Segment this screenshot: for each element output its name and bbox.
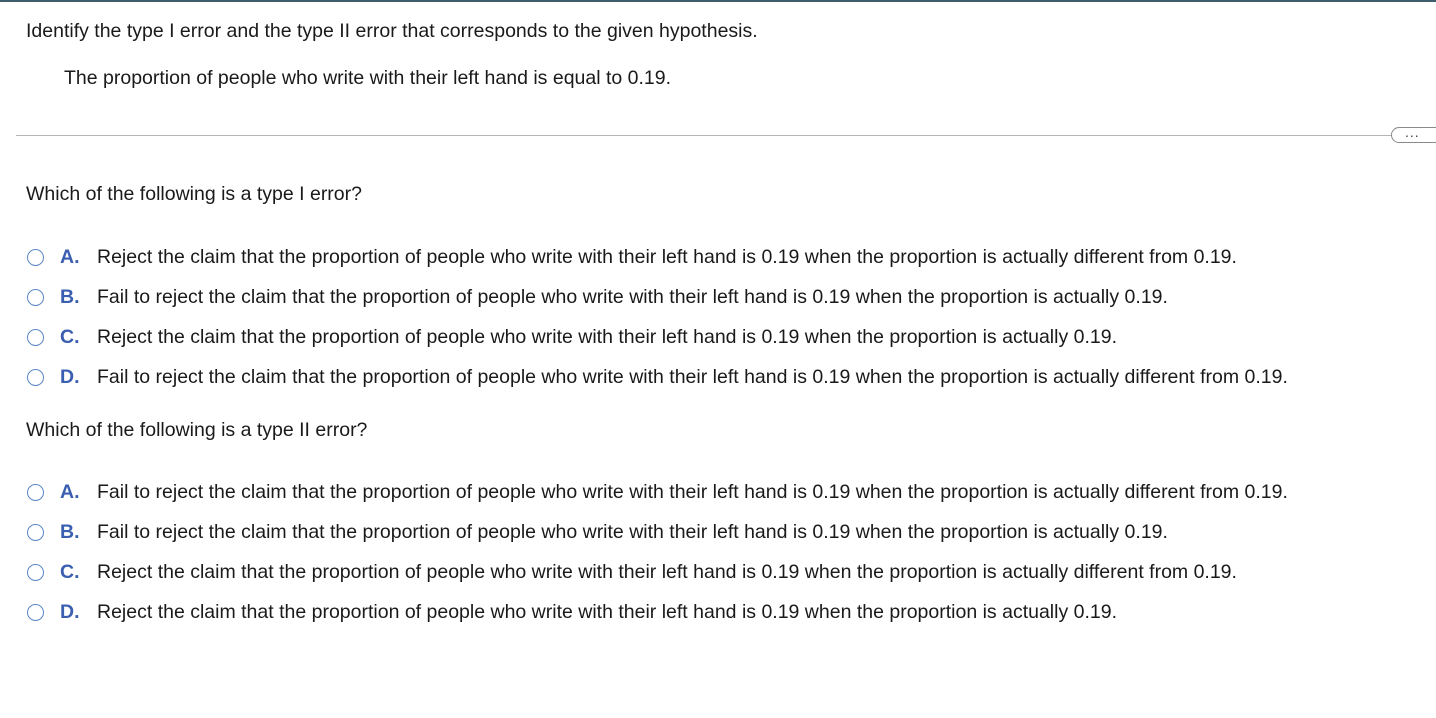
- option-letter: C.: [60, 325, 80, 348]
- option-text: Fail to reject the claim that the proportion of people who write with their left hand is 0.19 when the proportion is actually different from 0.19.: [97, 365, 1288, 388]
- hypothesis-text: The proportion of people who write with their left hand is equal to 0.19.: [64, 67, 672, 89]
- q2-option-d[interactable]: [27, 599, 1117, 625]
- q1-option-d[interactable]: [27, 364, 1288, 390]
- ellipsis-icon: ...: [1405, 124, 1420, 140]
- option-letter: C.: [60, 560, 80, 583]
- instructions-text: Identify the type I error and the type II error that corresponds to the given hypothesis.: [26, 20, 758, 42]
- option-letter: A.: [60, 245, 80, 268]
- radio-button[interactable]: [27, 524, 44, 541]
- radio-button[interactable]: [27, 289, 44, 306]
- option-letter: B.: [60, 285, 80, 308]
- q1-option-b[interactable]: [27, 284, 1168, 310]
- q2-option-c[interactable]: [27, 559, 1237, 585]
- q1-option-c[interactable]: [27, 324, 1117, 350]
- top-rule: [0, 0, 1436, 2]
- option-letter: D.: [60, 365, 80, 388]
- radio-button[interactable]: [27, 369, 44, 386]
- q1-option-a[interactable]: [27, 244, 1237, 270]
- radio-button[interactable]: [27, 329, 44, 346]
- q2-option-b[interactable]: [27, 519, 1168, 545]
- option-text: Reject the claim that the proportion of people who write with their left hand is 0.19 when the proportion is actually 0.19.: [97, 325, 1117, 348]
- radio-button[interactable]: [27, 249, 44, 266]
- radio-button[interactable]: [27, 604, 44, 621]
- radio-button[interactable]: [27, 484, 44, 501]
- section-divider: [16, 135, 1392, 136]
- option-text: Fail to reject the claim that the proportion of people who write with their left hand is 0.19 when the proportion is actually 0.19.: [97, 285, 1168, 308]
- option-letter: A.: [60, 480, 80, 503]
- question-type-2-prompt: Which of the following is a type II error?: [26, 419, 368, 441]
- option-text: Reject the claim that the proportion of people who write with their left hand is 0.19 when the proportion is actually 0.19.: [97, 600, 1117, 623]
- more-options-button[interactable]: [1391, 124, 1436, 143]
- q2-option-a[interactable]: [27, 479, 1288, 505]
- option-letter: B.: [60, 520, 80, 543]
- option-text: Fail to reject the claim that the proportion of people who write with their left hand is 0.19 when the proportion is actually 0.19.: [97, 520, 1168, 543]
- option-text: Fail to reject the claim that the proportion of people who write with their left hand is 0.19 when the proportion is actually different from 0.19.: [97, 480, 1288, 503]
- question-type-1-prompt: Which of the following is a type I error?: [26, 183, 362, 205]
- option-letter: D.: [60, 600, 80, 623]
- option-text: Reject the claim that the proportion of people who write with their left hand is 0.19 when the proportion is actually different from 0.19.: [97, 245, 1237, 268]
- option-text: Reject the claim that the proportion of people who write with their left hand is 0.19 when the proportion is actually different from 0.19.: [97, 560, 1237, 583]
- radio-button[interactable]: [27, 564, 44, 581]
